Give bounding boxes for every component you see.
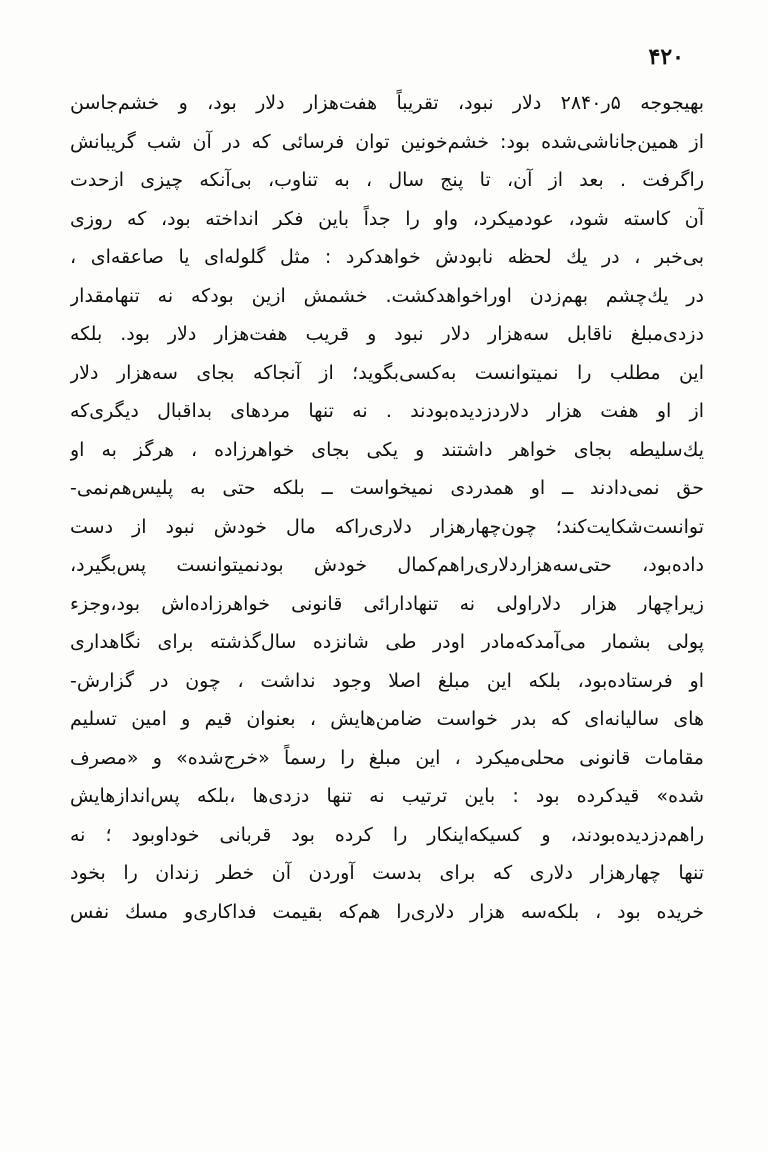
text-line: خریده بود ، بلکه‌سه هزار دلاری‌را هم‌که بقیمت فداکاری‌و مسك نفس <box>70 900 704 923</box>
text-line: تنها چهارهزار دلاری که برای بدست آوردن آن خطر زندان را بخود <box>70 862 704 884</box>
text-line: در یك‌چشم بهم‌زدن اوراخواهدکشت. خشمش ازین بودکه نه تنهامقدار <box>70 284 704 307</box>
text-line: های سالیانه‌ای که بدر خواست ضامن‌هایش ، بعنوان قیم و امین تسلیم <box>70 708 704 730</box>
text-line: پولی بشمار می‌آمدکه‌مادر اودر طی شانزده سال‌گذشته برای نگاهداری <box>70 631 704 653</box>
text-line: راهم‌دزدیده‌بودند، و کسیکه‌اینکار را کرده بود قربانی خوداوبود ؛ نه <box>70 823 704 846</box>
page-number: ۴۲۰ <box>648 44 684 70</box>
text-line: یك‌سلیطه بجای خواهر داشتند و یکی بجای خواهرزاده ، هرگز به او <box>70 438 704 461</box>
text-line: بهیجوجه ۵ر۲۸۴۰ دلار نبود، تقریباً هفت‌هزار دلار بود، و خشم‌جاسن <box>70 92 704 114</box>
text-line: داده‌بود، حتی‌سه‌هزاردلاری‌راهم‌کمال خودش بودنمیتوانست پس‌بگیرد، <box>70 554 704 576</box>
text-line: بی‌خبر ، در یك لحظه نابودش خواهدکرد : مثل گلوله‌ای یا صاعقه‌ای ، <box>70 246 704 268</box>
text-line: از او هفت هزار دلاردزدیده‌بودند . نه تنها مردهای بداقبال دیگری‌که <box>70 400 704 422</box>
text-line: دزدی‌مبلغ ناقابل سه‌هزار دلار نبود و قریب هفت‌هزار دلار بود. بلکه <box>70 323 704 345</box>
text-line: او فرستاده‌بود، بلکه این مبلغ اصلا وجود نداشت ، چون در گزارش- <box>70 669 704 692</box>
text-line: توانست‌شکایت‌کند؛ چون‌چهارهزار دلاری‌راکه مال خودش نبود از دست <box>70 515 704 538</box>
text-line: مقامات قانونی محلی‌میکرد ، این مبلغ را رسماً «خرج‌شده» و «مصرف <box>70 746 704 769</box>
text-line: آن کاسته شود، عود‌میکرد، واو را جداً باین فکر انداخته بود، که روزی <box>70 207 704 230</box>
text-line: شده» قیدکرده بود : باین ترتیب نه تنها دزدی‌ها ،بلکه پس‌اندازهایش <box>70 785 704 807</box>
text-line: این مطلب را نمیتوانست به‌کسی‌بگوید؛ از آنجاکه بجای سه‌هزار دلار <box>70 361 704 384</box>
text-line: راگرفت . بعد از آن، تا پنج سال ، به تناوب، بی‌آنکه چیزی ازحدت <box>70 169 704 191</box>
text-line: زیراچهار هزار دلاراولی نه تنهادارائی قانونی خواهرزاده‌اش بود،وجزء <box>70 592 704 615</box>
body-text <box>70 84 704 931</box>
text-line: حق نمی‌دادند ــ او همدردی نمیخواست ــ بلکه حتی به پلیس‌هم‌نمی‌- <box>70 477 704 499</box>
text-line: از همین‌جاناشی‌شده بود: خشم‌خونین توان فرسائی که در آن شب گریبانش <box>70 130 704 153</box>
